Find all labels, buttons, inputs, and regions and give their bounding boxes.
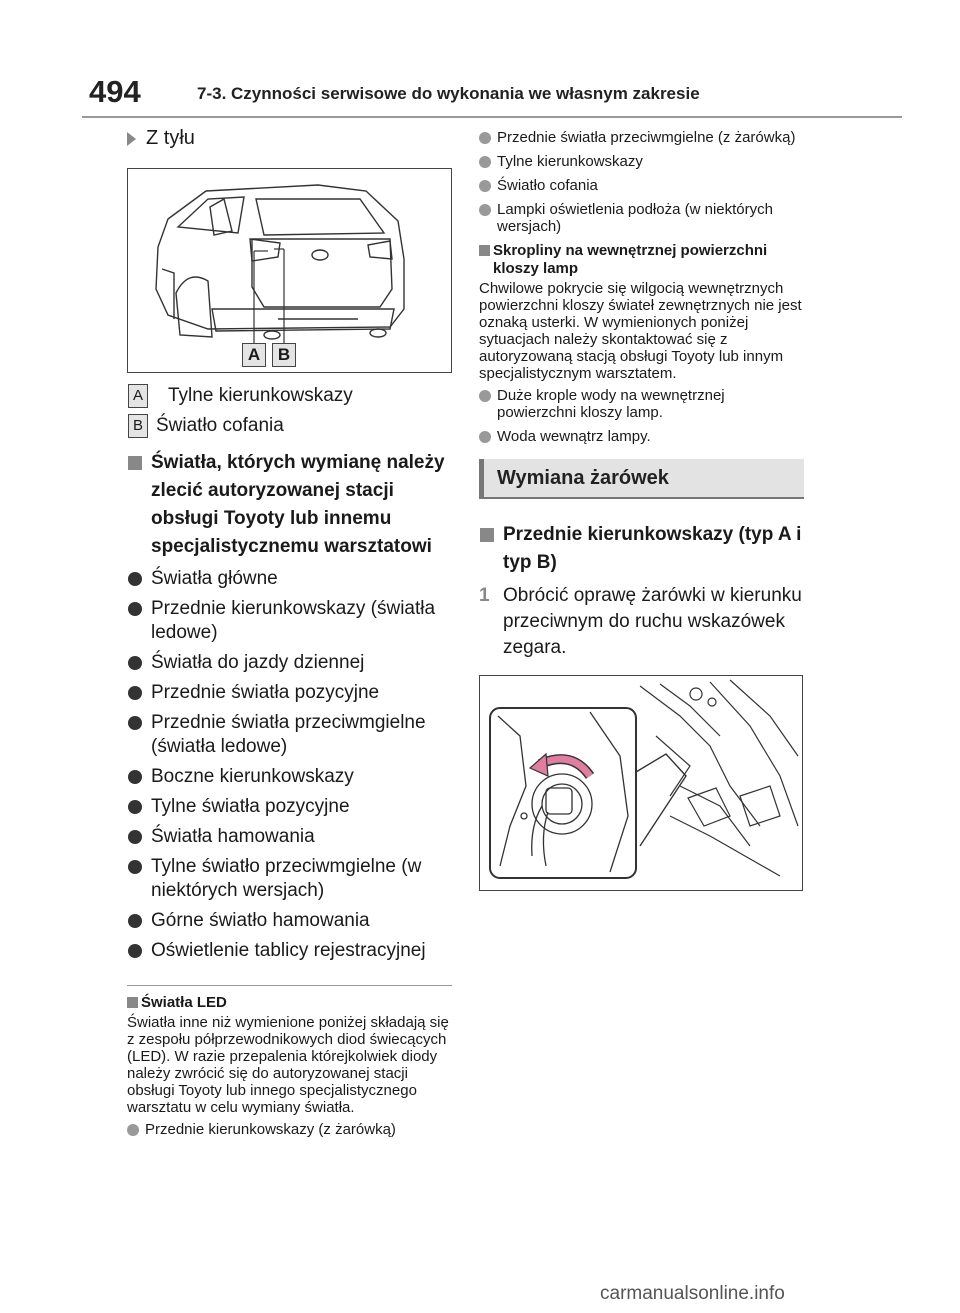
bullet-icon [128,770,142,784]
led-paragraph: Światła inne niż wymienione poniżej składają się z zespołu półprzewodnikowych diod świecących (LED). W razie przepalenia którejkolwiek diody należy zwrócić się do autoryzowanej stacji obsługi Toyoty lub innego specjalistycznego warsztatu w celu wymiany światła. [127,1014,449,1116]
bullet-icon [479,180,491,192]
triangle-arrow-icon [127,132,136,146]
bullet-icon [479,390,491,402]
bullet-icon [128,686,142,700]
section-bar-underline [479,497,804,499]
legend-item-a [127,381,452,411]
subheading-rear [127,127,452,150]
divider [127,985,452,986]
list-item: Przednie światła przeciwmgielne (światła ledowe) [127,711,452,759]
page-header [0,0,960,120]
list-item: Światło cofania [479,177,804,194]
bullet-icon [128,830,142,844]
bullet-icon [127,1124,139,1136]
bullet-icon [128,602,142,616]
page-number: 494 [89,74,141,109]
square-bullet-icon [127,997,138,1008]
list-item: Przednie kierunkowskazy (światła ledowe) [127,597,452,645]
header-divider [82,116,902,118]
section-bar-edge [479,459,484,497]
right-column [479,127,804,891]
rear-car-figure [127,168,452,373]
list-item: Górne światło hamowania [127,909,452,933]
sub-heading-turn-signals: Przednie kierunkowskazy (typ A i typ B) [479,521,804,577]
lights-list [127,567,452,963]
list-item: Przednie światła przeciwmgielne (z żarówką) [479,129,804,146]
bullet-icon [128,572,142,586]
legend-item-b [127,411,452,441]
square-bullet-icon [480,528,494,542]
chapter-title: 7-3. Czynności serwisowe do wykonania we własnym zakresie [197,84,700,103]
bullet-icon [479,156,491,168]
legend-badge: A [128,384,148,408]
square-bullet-icon [479,245,490,256]
led-heading: Światła LED [127,994,452,1012]
condensation-heading: Skropliny na wewnętrznej powierzchni kloszy lamp [479,242,804,278]
step-number: 1 [479,585,490,606]
list-item: Tylne światła pozycyjne [127,795,452,819]
section-title: Wymiana żarówek [497,467,669,489]
section-heading-authorized [127,449,452,561]
list-item: Woda wewnątrz lampy. [479,428,804,445]
bullet-icon [128,716,142,730]
left-column [127,127,452,1145]
list-item: Światła hamowania [127,825,452,849]
legend-text: Tylne kierunkowskazy [168,385,353,406]
bulb-figure [479,675,803,891]
legend-badge: B [128,414,148,438]
list-item: Duże krople wody na wewnętrznej powierzchni kloszy lamp. [479,387,804,421]
bullet-icon [128,944,142,958]
bullet-icon [479,431,491,443]
legend-text: Światło cofania [156,415,284,436]
bullet-icon [128,800,142,814]
list-item: Przednie światła pozycyjne [127,681,452,705]
section-title-bar [479,459,804,497]
watermark-text: carmanualsonline.info [600,1283,785,1304]
list-item: Oświetlenie tablicy rejestracyjnej [127,939,452,963]
subheading-text: Z tyłu [146,127,195,149]
bullet-icon [128,860,142,874]
list-item: Światła główne [127,567,452,591]
step-1 [479,583,804,661]
bullet-icon [479,204,491,216]
step-text: Obrócić oprawę żarówki w kierunku przeciwnym do ruchu wskazówek zegara. [503,585,802,658]
list-item: Tylne światło przeciwmgielne (w niektórych wersjach) [127,855,452,903]
condensation-paragraph: Chwilowe pokrycie się wilgocią wewnętrznych powierzchni kloszy świateł zewnętrznych nie jest oznaką usterki. W wymienionych poniżej sytuacjach należy skontaktować się z autoryzowaną stacją obsługi Toyoty lub innym specjalistycznym warsztatem. [479,280,802,382]
bullet-icon [479,132,491,144]
callout-a: A [242,343,266,367]
list-item: Lampki oświetlenia podłoża (w niektórych wersjach) [479,201,804,235]
list-item: Światła do jazdy dziennej [127,651,452,675]
list-item: Przednie kierunkowskazy (z żarówką) [127,1121,452,1138]
rear-car-illustration [128,169,451,372]
list-item: Boczne kierunkowskazy [127,765,452,789]
bullet-icon [128,656,142,670]
bulb-socket-illustration [480,676,802,890]
callout-b: B [272,343,296,367]
square-bullet-icon [128,456,142,470]
bullet-icon [128,914,142,928]
section-heading-text: Światła, których wymianę należy zlecić autoryzowanej stacji obsługi Toyoty lub innemu specjalistycznemu warsztatowi [151,452,445,557]
list-item: Tylne kierunkowskazy [479,153,804,170]
